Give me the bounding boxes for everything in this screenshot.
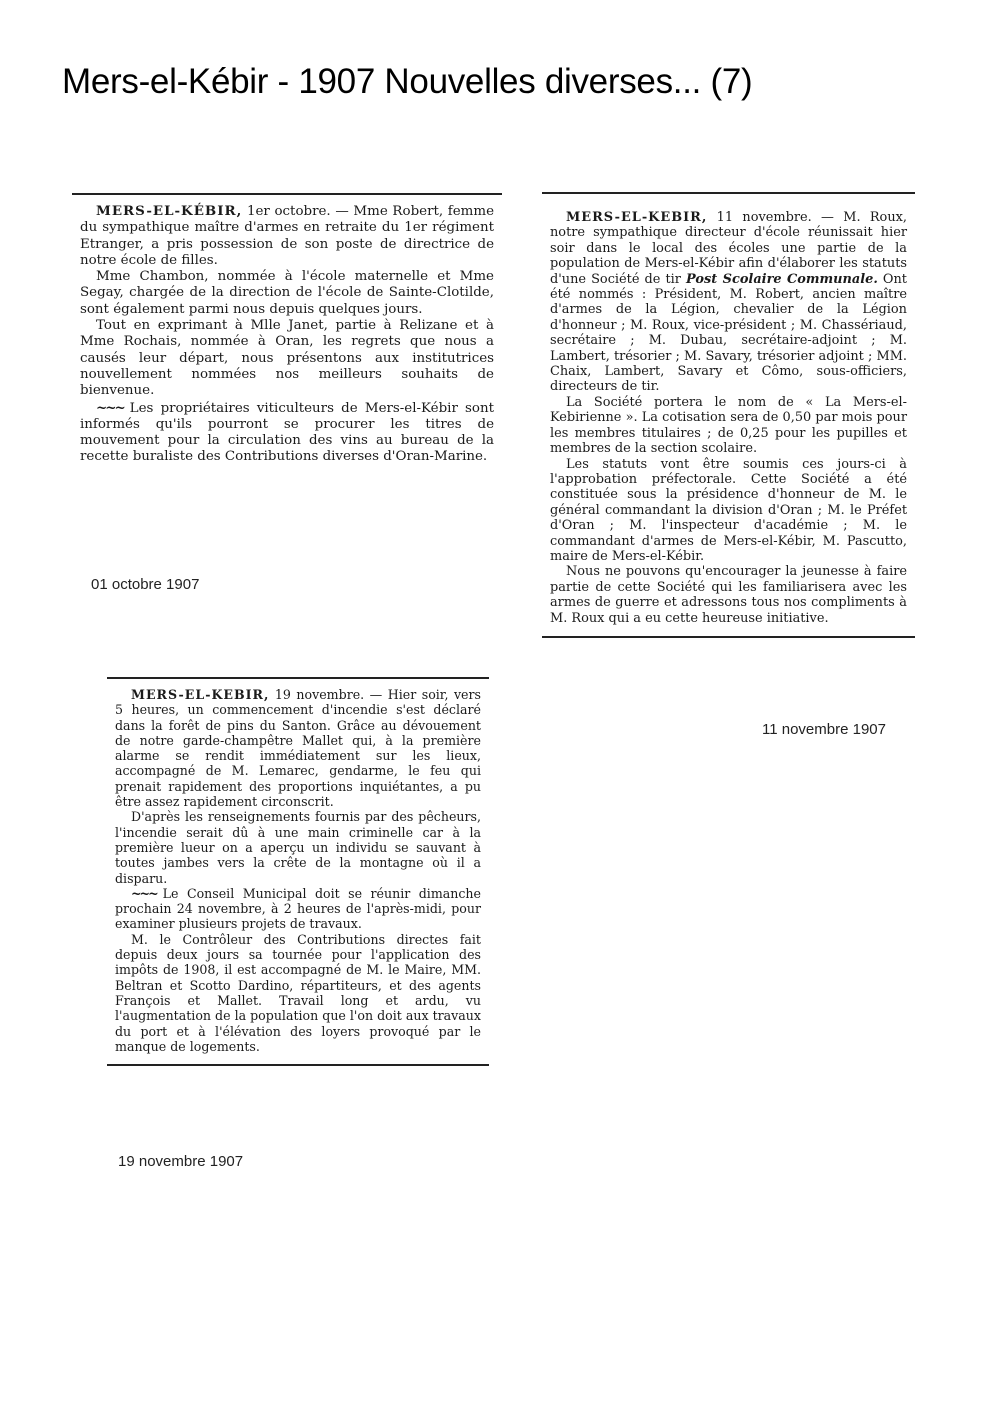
society-name: Post Scolaire Communale.: [686, 271, 878, 287]
clipping-body: [72, 195, 502, 472]
clipping-date-caption: 19 novembre 1907: [118, 1153, 244, 1170]
clipping-bottom-rule: [542, 636, 915, 638]
article-dateline: 11 novembre. — M. Roux, notre sympathique directeur d'école réunissait hier soir dans le local des écoles une partie de la population de Mers-el-Kébir afin d'élaborer les statuts d'une Société de tir: [550, 210, 907, 287]
article-dateline: 19 novembre. — Hier soir, vers 5 heures, un commencement d'incendie s'est déclaré dans la forêt de pins du Santon. Grâce au dévouement de notre garde-champêtre Mallet qui, à la première alarme se rendit immédiatement sur les lieux, accompagné de M. Lemarec, gendarme, le feu qui prenait rapidement des proportions inquiétantes, a pu être assez rapidement circonscrit.: [115, 687, 481, 810]
article-paragraph: Tout en exprimant à Mlle Janet, partie à Relizane et à Mme Rochais, nommée à Oran, les regrets que nous a causés leur départ, nous présentons aux institutrices nouvellement nommées nos meilleurs souhaits de bienvenue.: [80, 318, 494, 399]
article-paragraph: [550, 210, 907, 395]
article-paragraph: [115, 886, 481, 932]
article-paragraph: [80, 400, 494, 466]
clipping-date-caption: 11 novembre 1907: [762, 721, 886, 738]
article-dateline: 1er octobre. — Mme Robert, femme du sympathique maître d'armes en retraite du 1er régiment Etranger, a pris possession de son poste de directrice de notre école de filles.: [80, 204, 494, 268]
article-paragraph: [115, 687, 481, 809]
clipping-body: [542, 194, 915, 632]
article-paragraph: D'après les renseignements fournis par des pêcheurs, l'incendie serait dû à une main criminelle car à la première lueur on a aperçu un individu se sauvant à toutes jambes vers la crête de la montagne où il a disparu.: [115, 809, 481, 886]
article-text: Les propriétaires viticulteurs de Mers-el-Kébir sont informés qu'ils pourront se procurer les titres de mouvement pour la circulation des vins au bureau de la recette buraliste des Contributions diverses d'Oran-Marine.: [80, 400, 494, 465]
page-title: Mers-el-Kébir - 1907 Nouvelles diverses... (7): [62, 62, 753, 101]
separator-tilde: ~~~: [96, 399, 124, 416]
article-paragraph: La Société portera le nom de « La Mers-el-Kebirienne ». La cotisation sera de 0,50 par mois pour les membres titulaires ; de 0,25 pour les pupilles et membres de la section scolaire.: [550, 394, 907, 457]
article-text: Ont été nommés : Président, M. Robert, ancien maître d'armes de la Légion, chevalier de la Légion d'honneur ; M. Roux, vice-président ; M. Chassériaud, secrétaire ; M. Dubau, secrétaire-adjoint ; M. Lambert, trésorier ; M. Savary, trésorier adjoint ; MM. Chaix, Lambert, Savary et Cômo, sous-officiers, directeurs de tir.: [550, 271, 907, 395]
newspaper-clipping-1: [72, 193, 502, 472]
newspaper-clipping-2: [542, 192, 915, 638]
article-paragraph: [80, 203, 494, 269]
article-heading: MERS-EL-KÉBIR,: [96, 203, 243, 219]
article-text: Le Conseil Municipal doit se réunir dimanche prochain 24 novembre, à 2 heures de l'après-midi, pour examiner plusieurs projets de travaux.: [115, 885, 481, 932]
article-paragraph: Les statuts vont être soumis ces jours-ci à l'approbation préfectorale. Cette Société a été constituée sous la présidence d'honneur de M. le général commandant la division d'Oran ; M. le Préfet d'Oran ; M. l'inspecteur d'académie ; M. le commandant d'armes de Mers-el-Kébir, M. Pascutto, maire de Mers-el-Kébir.: [550, 456, 907, 564]
article-paragraph: Nous ne pouvons qu'encourager la jeunesse à faire partie de cette Société qui les familiarisera avec les armes de guerre et adressons tous nos compliments à M. Roux qui a eu cette heureuse initiative.: [550, 564, 907, 626]
clipping-bottom-rule: [107, 1064, 489, 1066]
article-paragraph: M. le Contrôleur des Contributions directes fait depuis deux jours sa tournée pour l'application des impôts de 1908, il est accompagné de M. le Maire, MM. Beltran et Scotto Dardino, répartiteurs, et des agents François et Mallet. Travail long et ardu, vu l'augmentation de la population que l'on doit aux travaux du port et à l'élévation des loyers provoqué par le manque de logements.: [115, 931, 481, 1054]
article-paragraph: Mme Chambon, nommée à l'école maternelle et Mme Segay, chargée de la direction de l'école de Sainte-Clotilde, sont également parmi nous depuis quelques jours.: [80, 269, 494, 317]
article-heading: MERS-EL-KEBIR,: [566, 210, 708, 225]
newspaper-clipping-3: [107, 677, 489, 1066]
separator-tilde: ~~~: [131, 885, 157, 901]
clipping-body: [107, 679, 489, 1060]
article-heading: MERS-EL-KEBIR,: [131, 687, 270, 702]
clipping-date-caption: 01 octobre 1907: [91, 576, 200, 593]
